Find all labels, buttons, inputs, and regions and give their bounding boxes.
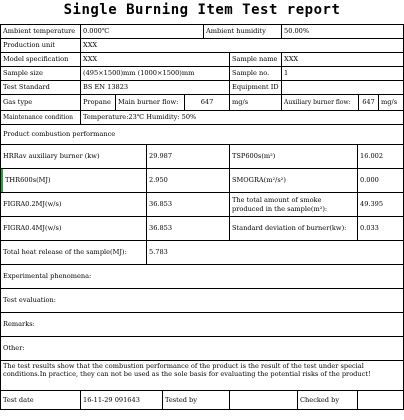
smogra-label: SMOGRA(m²/s²) <box>229 169 357 192</box>
gas-type-value: Propane <box>80 95 115 110</box>
tsp600s-label: TSP600s(m²) <box>229 145 357 168</box>
disclaimer-text: The test results show that the combustion performance of the product is the result of the test under special conditions.In practice, they can not be used as the sole basis for evaluating the potential risks of the product! <box>3 362 371 379</box>
test-date-label: Test date <box>3 395 34 404</box>
total-smoke-value: 49.395 <box>357 193 403 216</box>
row-performance-title <box>1 125 403 145</box>
row-gas-type <box>1 95 403 111</box>
model-label: Model specification <box>3 55 69 64</box>
report-table <box>0 24 404 410</box>
row-maintenance <box>1 111 403 125</box>
sample-no-value: 1 <box>281 67 403 80</box>
row-disclaimer <box>1 361 403 391</box>
total-smoke-label: The total amount of smoke produced in the sample(m²): <box>229 193 357 216</box>
table-row <box>1 169 403 193</box>
table-row <box>1 217 403 241</box>
maintenance-label: Maintenance condition <box>3 113 73 121</box>
main-burner-unit: mg/s <box>229 95 281 110</box>
test-date-value: 16-11-29 091643 <box>80 391 162 409</box>
row-total-heat <box>1 241 403 265</box>
checked-by-label: Checked by <box>297 391 357 409</box>
experimental-phenomena-label: Experimental phenomena: <box>3 272 92 281</box>
main-burner-value: 647 <box>184 95 229 110</box>
figra04-value: 36.853 <box>146 217 229 240</box>
thr600s-label: THR600s(MJ) <box>1 169 146 192</box>
row-sample-size <box>1 67 403 81</box>
ambient-temperature-label: Ambient temperature <box>3 27 76 36</box>
equipment-id-label: Equipment ID <box>229 81 281 94</box>
maintenance-value: Temperature:23℃ Humidity: 50% <box>80 111 403 124</box>
smogra-value: 0.000 <box>357 169 403 192</box>
model-value: XXX <box>80 53 229 66</box>
sample-size-label: Sample size <box>3 69 43 78</box>
table-row <box>1 193 403 217</box>
sample-size-value: (495×1500)mm (1000×1500)mm <box>80 67 229 80</box>
sample-no-label: Sample no. <box>229 67 281 80</box>
ambient-humidity-label: Ambient humidity <box>203 25 281 38</box>
thr600s-value: 2.950 <box>146 169 229 192</box>
row-experimental <box>1 265 403 289</box>
row-test-standard <box>1 81 403 95</box>
report-title: Single Burning Item Test report <box>63 2 341 18</box>
ambient-humidity-value: 50.00% <box>281 25 403 38</box>
std-dev-value: 0.033 <box>357 217 403 240</box>
main-burner-label: Main burner flow: <box>115 95 184 110</box>
table-row <box>1 145 403 169</box>
hrrav-label: HRRav auxiliary burner (kw) <box>3 152 100 161</box>
figra02-value: 36.853 <box>146 193 229 216</box>
aux-burner-value: 647 <box>358 95 378 110</box>
remarks-label: Remarks: <box>3 320 35 329</box>
test-evaluation-label: Test evaluation: <box>3 296 56 305</box>
aux-burner-unit: mg/s <box>378 95 403 110</box>
performance-section-title: Product combustion performance <box>3 130 116 139</box>
sample-name-value: XXX <box>281 53 403 66</box>
tested-by-label: Tested by <box>162 391 229 409</box>
row-remarks <box>1 313 403 337</box>
tsp600s-value: 16.002 <box>357 145 403 168</box>
ambient-temperature-value: 0.000℃ <box>80 25 203 38</box>
row-evaluation <box>1 289 403 313</box>
other-label: Other: <box>3 344 25 353</box>
figra02-label: FIGRA0.2MJ(w/s) <box>3 200 62 209</box>
row-ambient <box>1 25 403 39</box>
std-dev-label: Standard deviation of burner(kw): <box>229 217 357 240</box>
test-standard-value: BS EN 13823 <box>80 81 229 94</box>
aux-burner-label: Auxiliary burner flow: <box>281 95 358 110</box>
test-standard-label: Test Standard <box>3 83 50 92</box>
sample-name-label: Sample name <box>229 53 281 66</box>
hrrav-value: 29.987 <box>146 145 229 168</box>
figra04-label: FIGRA0.4MJ(w/s) <box>3 224 62 233</box>
total-heat-value: 5.783 <box>146 241 229 264</box>
checked-by-value <box>357 391 403 409</box>
row-production-unit <box>1 39 403 53</box>
row-footer <box>1 391 403 409</box>
production-unit-value: XXX <box>80 39 403 52</box>
gas-type-label: Gas type <box>3 98 33 107</box>
equipment-id-value <box>281 81 403 94</box>
row-other <box>1 337 403 361</box>
row-model <box>1 53 403 67</box>
production-unit-label: Production unit <box>3 41 56 50</box>
total-heat-label: Total heat release of the sample(MJ): <box>3 248 127 257</box>
tested-by-value <box>229 391 297 409</box>
